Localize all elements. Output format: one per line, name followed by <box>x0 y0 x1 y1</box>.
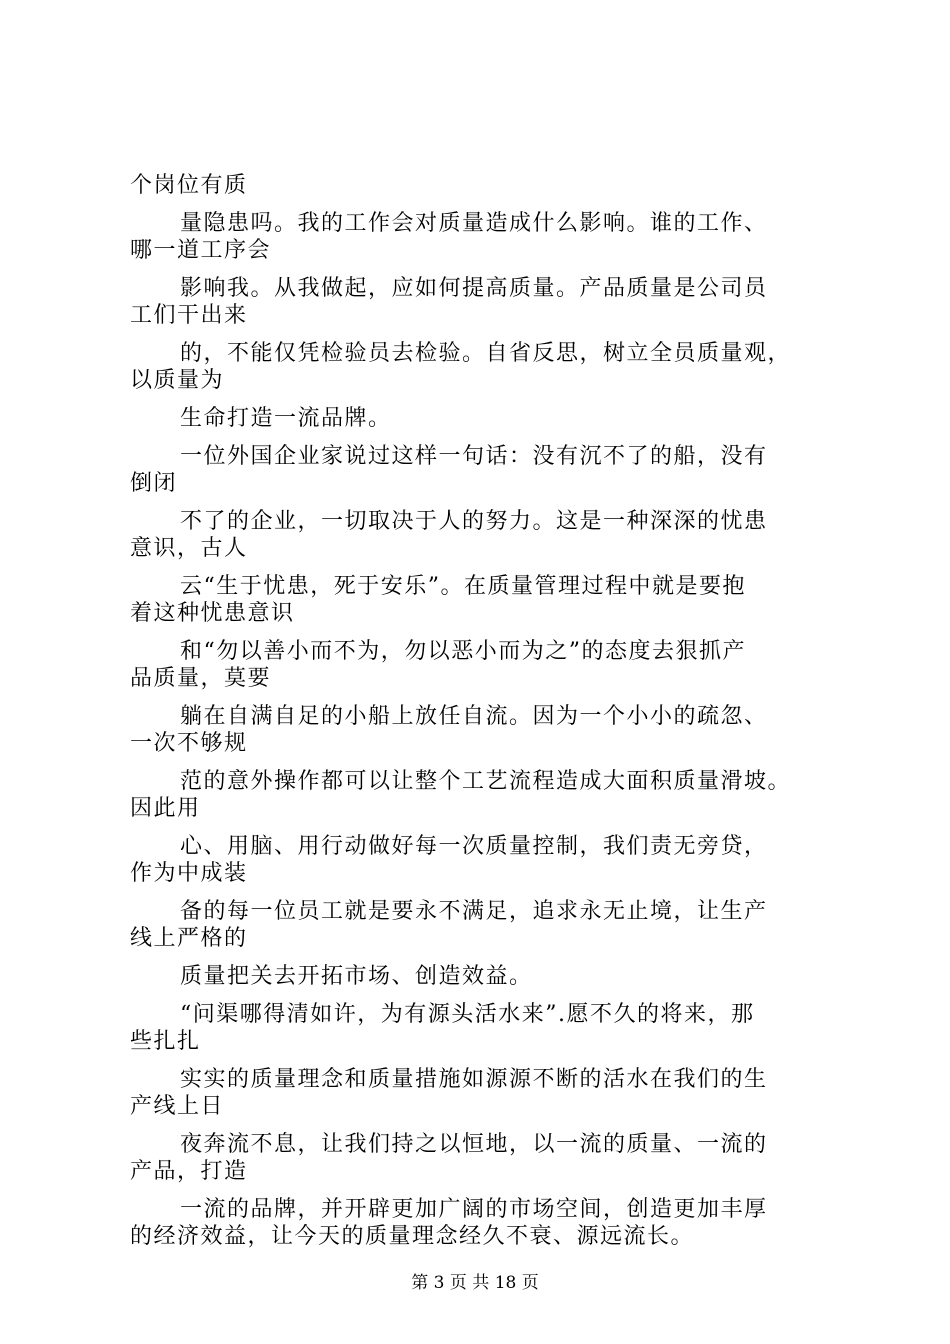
text-line: 生命打造一流品牌。 <box>180 406 392 431</box>
text-line: 实实的质量理念和质量措施如源源不断的活水在我们的生 <box>180 1067 768 1092</box>
text-line: 心、用脑、用行动做好每一次质量控制，我们责无旁贷， <box>180 834 768 859</box>
text-line: 一位外国企业家说过这样一句话：没有沉不了的船，没有 <box>180 444 768 469</box>
text-line: 意识，古人 <box>130 536 248 561</box>
text-line: 质量把关去开拓市场、创造效益。 <box>180 964 533 989</box>
text-line: 的，不能仅凭检验员去检验。自省反思，树立全员质量观， <box>180 341 792 366</box>
text-line: 范的意外操作都可以让整个工艺流程造成大面积质量滑坡。 <box>180 769 792 794</box>
text-line: 工们干出来 <box>130 303 248 328</box>
text-line: 因此用 <box>130 796 201 821</box>
document-body <box>130 172 850 1250</box>
text-line: 不了的企业，一切取决于人的努力。这是一种深深的忧患 <box>180 509 768 534</box>
text-line: 个岗位有质 <box>130 173 248 198</box>
text-line: 以质量为 <box>130 368 225 393</box>
text-line: 云“生于忧患，死于安乐”。在质量管理过程中就是要抱 <box>180 574 746 599</box>
text-line: 的经济效益，让今天的质量理念经久不衰、源远流长。 <box>130 1224 695 1249</box>
text-line: 线上严格的 <box>130 926 248 951</box>
text-line: 产品，打造 <box>130 1159 248 1184</box>
text-line: 量隐患吗。我的工作会对质量造成什么影响。谁的工作、 <box>180 211 768 236</box>
text-line: 作为中成装 <box>130 861 248 886</box>
text-line: “问渠哪得清如许，为有源头活水来”.愿不久的将来，那 <box>180 1002 755 1027</box>
text-line: 哪一道工序会 <box>130 238 272 263</box>
text-line: 一流的品牌，并开辟更加广阔的市场空间，创造更加丰厚 <box>180 1197 768 1222</box>
text-line: 些扎扎 <box>130 1029 201 1054</box>
text-line: 一次不够规 <box>130 731 248 756</box>
text-line: 夜奔流不息，让我们持之以恒地，以一流的质量、一流的 <box>180 1132 768 1157</box>
text-line: 品质量，莫要 <box>130 666 272 691</box>
text-line: 备的每一位员工就是要永不满足，追求永无止境，让生产 <box>180 899 768 924</box>
text-line: 和“勿以善小而不为，勿以恶小而为之”的态度去狠抓产 <box>180 639 746 664</box>
text-line: 着这种忧患意识 <box>130 601 295 626</box>
text-line: 产线上日 <box>130 1094 225 1119</box>
text-line: 躺在自满自足的小船上放任自流。因为一个小小的疏忽、 <box>180 704 768 729</box>
page-number-footer: 第 3 页 共 18 页 <box>411 1273 539 1293</box>
text-line: 倒闭 <box>130 471 178 496</box>
text-line: 影响我。从我做起，应如何提高质量。产品质量是公司员 <box>180 276 768 301</box>
